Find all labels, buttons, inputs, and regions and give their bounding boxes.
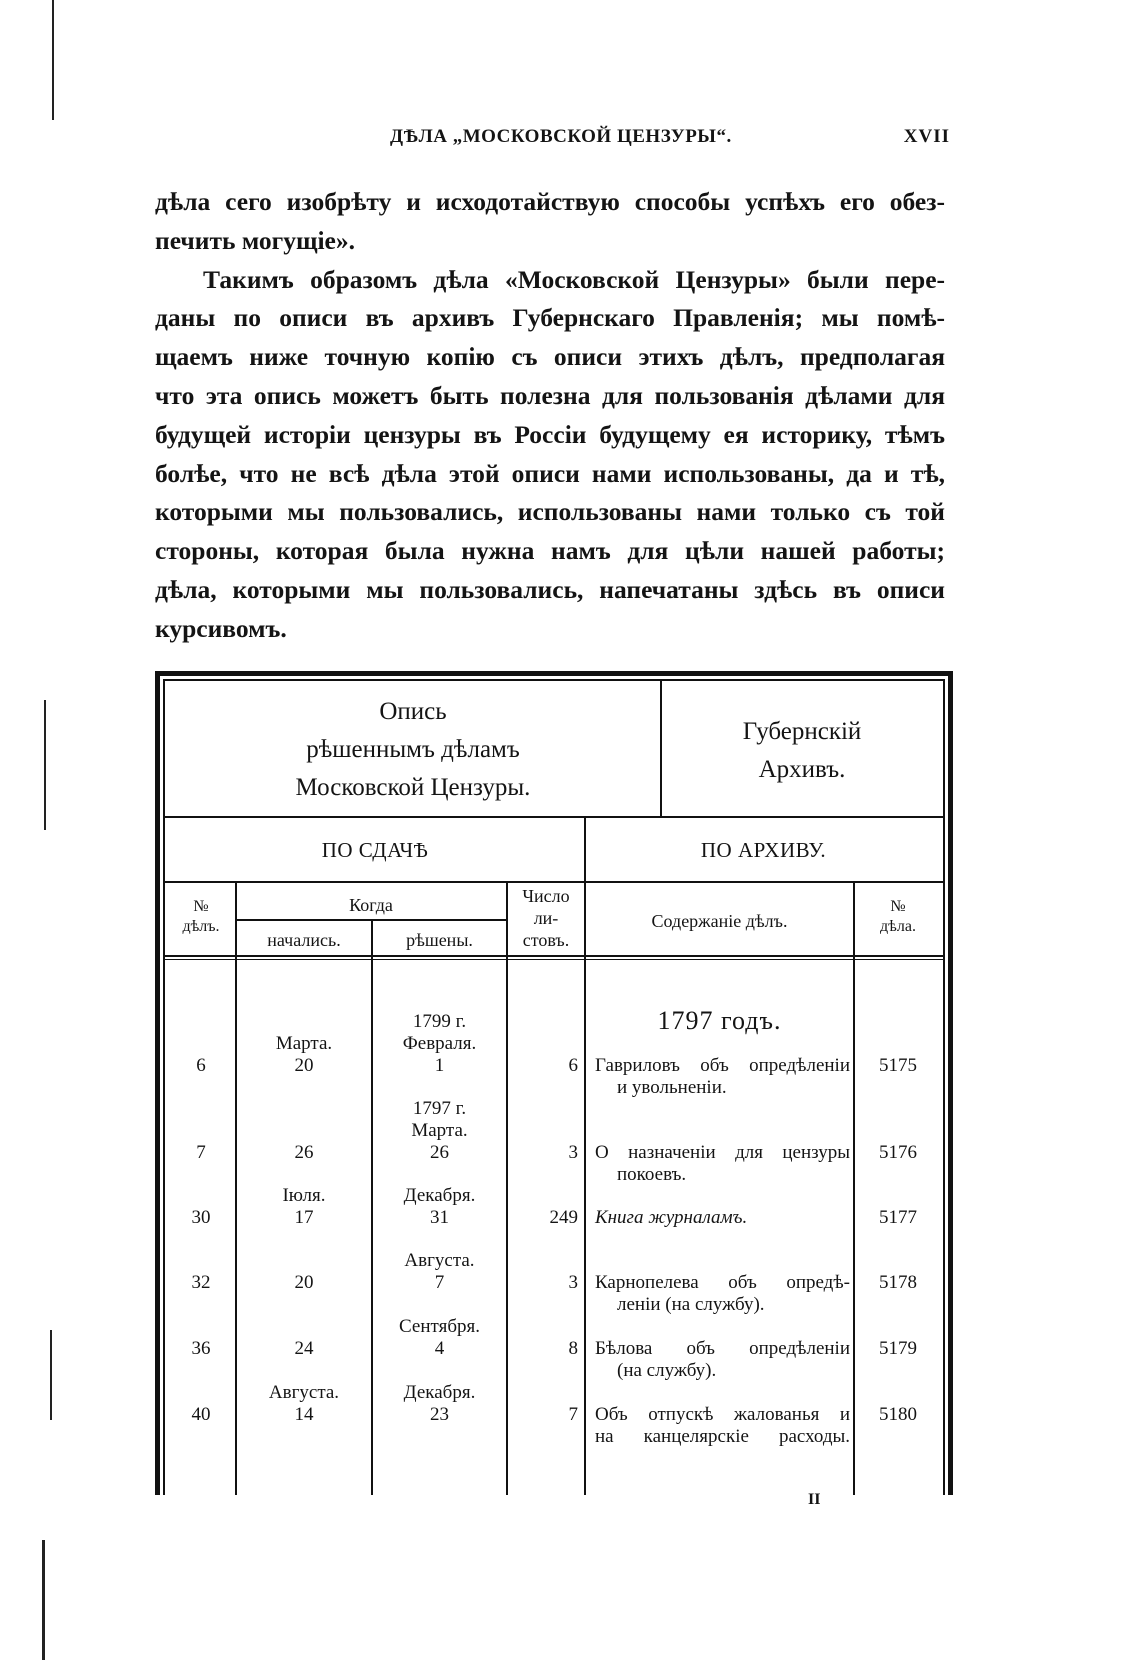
page-number: XVII: [903, 126, 950, 147]
table-title-line: Губернскій: [742, 718, 862, 745]
col-header-line: дѣла.: [880, 918, 916, 935]
group-header-submission: ПО СДАЧѢ: [321, 838, 429, 862]
row-decided-line: 1: [434, 1055, 445, 1076]
row-decided-line: Августа.: [404, 1250, 475, 1271]
row-began-line: 26: [294, 1142, 314, 1163]
row-archive-no: 5177: [879, 1207, 917, 1228]
table-title-line: Опись: [379, 698, 447, 725]
col-header-sheets: [508, 885, 584, 951]
col-header-no: [167, 897, 235, 937]
row-decided-line: 1797 г.: [412, 1098, 467, 1119]
row-began: [237, 1033, 371, 1077]
col-header-line: Число: [522, 886, 570, 906]
row-decided-line: Марта.: [411, 1120, 468, 1141]
row-began-line: Августа.: [268, 1382, 340, 1403]
row-no: 7: [196, 1142, 206, 1163]
row-archive-no: 5179: [879, 1338, 917, 1359]
body-text: [155, 183, 945, 649]
table-title-left: [167, 693, 659, 807]
body-line: курсивомъ.: [155, 613, 287, 643]
running-title: ДѢЛА „МОСКОВСКОЙ ЦЕНЗУРЫ“.: [390, 126, 732, 147]
row-decided: [373, 1011, 506, 1077]
row-began-line: Марта.: [275, 1033, 333, 1054]
body-line: стороны, которая была нужна намъ для цѣли нашей работы;: [155, 536, 945, 566]
body-line: дѣла сего изобрѣту и исходотайствую способы успѣхъ его обез-: [155, 187, 945, 216]
row-archive-no: 5175: [879, 1055, 917, 1076]
scan-edge-mark: [44, 700, 46, 830]
col-header-line: №: [890, 898, 906, 915]
row-decided-line: 26: [430, 1142, 449, 1163]
row-began-line: 20: [294, 1055, 314, 1076]
row-no: 32: [191, 1272, 211, 1293]
rule-header-bottom: [165, 955, 943, 957]
body-line: щаемъ ниже точную копію съ описи этихъ дѣлъ, предполагая: [155, 342, 945, 372]
row-decided-line: 1799 г.: [412, 1011, 467, 1032]
scan-edge-mark: [50, 1330, 52, 1420]
row-content: [595, 1338, 850, 1382]
row-began-line: 24: [294, 1338, 314, 1359]
row-content-line: Объ отпускѣ жалованья и: [595, 1404, 850, 1425]
body-line: болѣе, что не всѣ дѣла этой описи нами использованы, да и тѣ,: [155, 458, 945, 488]
row-decided-line: 23: [430, 1404, 449, 1425]
col-header-began: начались.: [267, 930, 341, 950]
row-content-line: Карнопелева объ опредѣ-: [595, 1272, 850, 1293]
row-archive-no: 5176: [879, 1142, 917, 1163]
col-header-content: Содержаніе дѣлъ.: [651, 911, 788, 931]
body-line: печить могущіе».: [155, 225, 356, 255]
row-began-line: Іюля.: [282, 1185, 326, 1206]
row-sheets: 3: [568, 1142, 578, 1163]
row-began-line: 20: [294, 1272, 314, 1293]
row-decided-line: Декабря.: [403, 1382, 476, 1403]
body-line: дѣла, которыми мы пользовались, напечатаны здѣсь въ описи: [155, 574, 945, 604]
rule-col-content: [853, 881, 855, 1495]
table-title-line: Московской Цензуры.: [295, 774, 531, 801]
row-content-line: на канцелярскіе расходы.: [595, 1426, 850, 1447]
scan-edge-mark: [52, 0, 54, 120]
row-content-line: Бѣлова объ опредѣленіи: [595, 1338, 850, 1359]
running-head: [150, 118, 950, 158]
row-content: [595, 1272, 850, 1316]
row-content-line: (на службу).: [617, 1360, 717, 1381]
body-line: которыми мы пользовались, использованы нами только съ той: [155, 497, 945, 527]
body-line: что эта опись можетъ быть полезна для пользованія дѣлами для: [155, 380, 945, 410]
row-began: [237, 1185, 371, 1229]
rule-title-bottom: [165, 816, 943, 818]
row-sheets: 8: [568, 1338, 578, 1359]
row-decided: [373, 1098, 506, 1164]
col-header-when: Когда: [349, 895, 393, 915]
body-line: будущей исторіи цензуры въ Россіи будущему ея историку, тѣмъ: [155, 419, 945, 449]
rule-group-bottom: [165, 881, 943, 883]
rule-header-double: [165, 959, 943, 960]
row-content: [595, 1055, 850, 1099]
row-content-line: Гавриловъ объ опредѣленіи: [595, 1055, 850, 1076]
row-sheets: 249: [549, 1207, 578, 1228]
row-decided: [373, 1382, 506, 1426]
scan-edge-mark: [42, 1540, 45, 1660]
col-header-line: стовъ.: [522, 930, 570, 950]
table-title-line: Архивъ.: [758, 756, 846, 783]
row-content-line: и увольненіи.: [617, 1077, 727, 1098]
row-decided-line: Декабря.: [403, 1185, 476, 1206]
row-content: [595, 1142, 850, 1186]
table-title-line: рѣшеннымъ дѣламъ: [306, 736, 520, 763]
row-decided: [373, 1185, 506, 1229]
rule-col-decided: [506, 881, 508, 1495]
col-header-line: ли-: [533, 908, 559, 928]
row-began: [237, 1142, 371, 1164]
row-decided-line: Сентября.: [399, 1316, 480, 1337]
row-archive-no: 5178: [879, 1272, 917, 1293]
row-content: [595, 1404, 850, 1448]
row-no: 6: [196, 1055, 206, 1076]
row-decided-line: 4: [434, 1338, 445, 1359]
row-content-line: О назначеніи для цензуры: [595, 1142, 850, 1163]
row-sheets: 3: [568, 1272, 578, 1293]
signature-mark: II: [808, 1491, 821, 1508]
row-archive-no: 5180: [879, 1404, 917, 1425]
col-header-line: №: [193, 898, 209, 915]
row-content-line: леніи (на службу).: [617, 1294, 765, 1315]
row-began-line: 14: [294, 1404, 314, 1425]
row-content: [595, 1207, 850, 1229]
row-no: 36: [191, 1338, 211, 1359]
row-began: [237, 1338, 371, 1360]
col-header-line: дѣлъ.: [182, 918, 220, 935]
row-decided-line: 7: [434, 1272, 445, 1293]
row-sheets: 6: [568, 1055, 578, 1076]
col-header-decided: рѣшены.: [406, 930, 473, 950]
row-no: 30: [191, 1207, 211, 1228]
row-no: 40: [191, 1404, 211, 1425]
row-sheets: 7: [568, 1404, 578, 1425]
body-line: даны по описи въ архивъ Губернскаго Правленія; мы помѣ-: [155, 303, 945, 333]
row-began: [237, 1272, 371, 1294]
row-decided: [373, 1316, 506, 1360]
row-content-line: покоевъ.: [617, 1164, 687, 1185]
row-decided-line: Февраля.: [402, 1033, 477, 1054]
body-line: Такимъ образомъ дѣла «Московской Цензуры» были пере-: [203, 264, 945, 294]
row-content-line: Книга журналамъ.: [595, 1207, 748, 1228]
year-heading: 1797 годъ.: [657, 1006, 782, 1035]
row-began-line: 17: [294, 1207, 314, 1228]
col-header-archive-no: [855, 897, 941, 937]
row-decided: [373, 1250, 506, 1294]
inventory-table: [155, 671, 953, 1493]
group-header-archive: ПО АРХИВУ.: [700, 838, 827, 862]
row-began: [237, 1382, 371, 1426]
row-decided-line: 31: [430, 1207, 449, 1228]
table-title-right: [662, 713, 942, 789]
